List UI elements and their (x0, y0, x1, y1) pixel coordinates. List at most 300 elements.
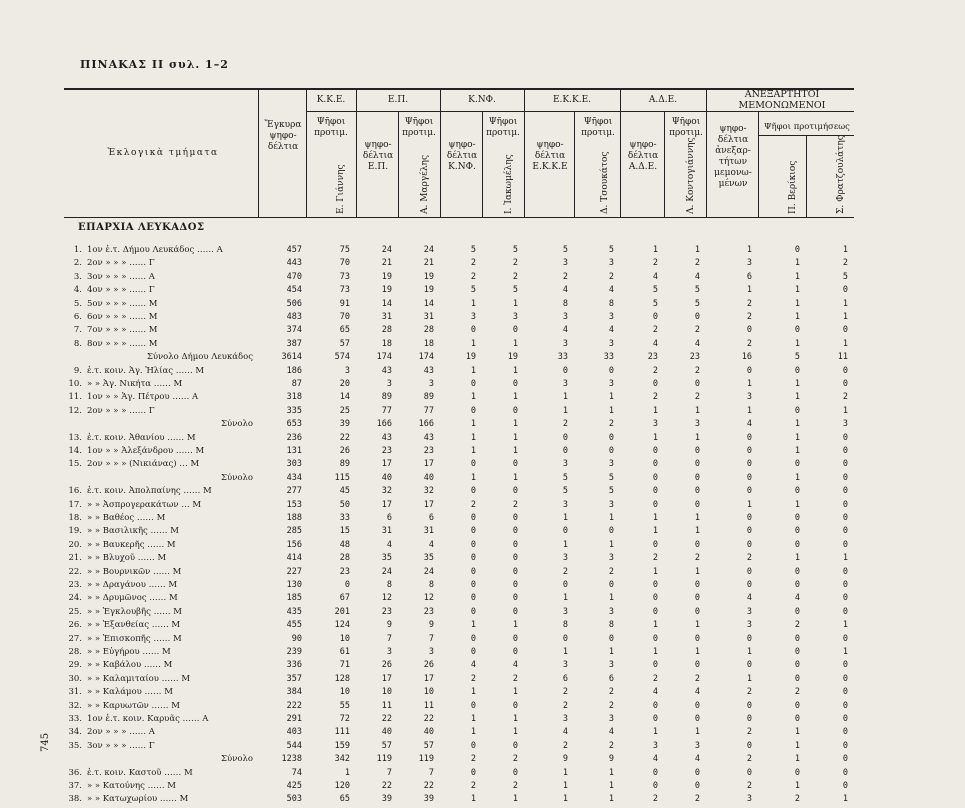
row-value: 5 (512, 285, 518, 296)
page-title: ΠΙΝΑΚΑΣ ΙΙ συλ. 1–2 (80, 58, 229, 71)
row-value: 19 (381, 285, 392, 296)
table-row (0, 700, 965, 712)
header-cand-ind1: Π. Βερίκιος (788, 160, 798, 214)
row-value: 0 (794, 526, 800, 537)
row-value: 1 (694, 727, 700, 738)
table-row (0, 445, 965, 457)
row-value: 1 (470, 446, 476, 456)
row-value: 1 (562, 593, 568, 604)
row-value: 1 (694, 526, 700, 537)
row-value: 0 (842, 714, 848, 724)
table-row (0, 311, 965, 323)
row-value: 1 (344, 767, 350, 778)
row-value: 23 (339, 566, 350, 577)
row-value: 0 (512, 553, 518, 564)
row-index: 16. (68, 486, 82, 497)
row-value: 3 (562, 606, 568, 617)
row-label: » » Ἐξανθείας …… Μ (87, 620, 181, 631)
row-value: 1 (562, 539, 568, 550)
row-value: 1 (608, 539, 614, 550)
row-value: 24 (423, 566, 434, 577)
row-value: 4 (608, 285, 614, 296)
row-value: 1 (512, 419, 518, 430)
row-value: 1 (562, 405, 568, 416)
table-row (0, 432, 965, 444)
header-pref-ade: Ψῆφοι προτιμ. (669, 117, 703, 138)
row-value: 0 (512, 539, 518, 550)
row-value: 2 (746, 781, 752, 791)
row-value: 0 (512, 593, 518, 604)
row-value: 1 (608, 767, 614, 778)
row-value: 0 (694, 486, 700, 497)
row-index: 7. (73, 325, 82, 336)
row-value: 455 (286, 620, 302, 631)
row-value: 61 (339, 647, 350, 657)
row-value: 8 (608, 298, 614, 309)
row-index: 34. (68, 727, 82, 738)
row-index: 20. (68, 539, 82, 550)
row-value: 2 (512, 499, 518, 510)
row-value: 0 (470, 325, 476, 336)
row-value: 119 (418, 754, 434, 765)
row-value: 1 (794, 419, 800, 430)
row-value: 1 (470, 620, 476, 631)
row-value: 0 (470, 633, 476, 644)
row-value: 8 (562, 298, 568, 309)
row-value: 1 (512, 620, 518, 631)
row-value: 1 (694, 432, 700, 443)
row-value: 2 (512, 673, 518, 684)
row-value: 4 (746, 419, 752, 430)
row-value: 28 (381, 325, 392, 336)
row-value: 4 (694, 271, 700, 282)
row-value: 0 (842, 754, 848, 765)
row-value: 0 (608, 432, 614, 443)
row-value: 4 (386, 539, 392, 550)
row-value: 2 (470, 754, 476, 765)
row-value: 3 (608, 660, 614, 671)
row-value: 3 (608, 606, 614, 617)
row-value: 74 (291, 767, 302, 778)
row-value: 0 (842, 379, 848, 389)
row-value: 3 (694, 740, 700, 751)
row-value: 1 (794, 379, 800, 389)
row-value: 4 (562, 727, 568, 738)
table-row (0, 405, 965, 417)
row-value: 23 (689, 352, 700, 363)
row-value: 0 (794, 673, 800, 684)
row-value: 0 (694, 593, 700, 604)
row-value: 25 (339, 405, 350, 416)
row-value: 1 (746, 405, 752, 416)
row-value: 0 (652, 446, 658, 456)
row-value: 1 (746, 499, 752, 510)
row-value: 130 (286, 580, 302, 590)
row-value: 5 (608, 472, 614, 483)
row-value: 0 (512, 459, 518, 470)
row-value: 57 (339, 338, 350, 349)
row-value: 0 (470, 606, 476, 617)
row-value: 23 (647, 352, 658, 363)
row-value: 2 (694, 392, 700, 403)
row-value: 1 (694, 513, 700, 523)
row-value: 1 (608, 593, 614, 604)
row-index: 12. (68, 405, 82, 416)
row-value: 1 (512, 727, 518, 738)
row-value: 0 (794, 365, 800, 376)
row-value: 2 (608, 700, 614, 711)
row-value: 0 (746, 459, 752, 470)
row-value: 0 (470, 553, 476, 564)
row-value: 0 (746, 325, 752, 336)
header-ballots-ade: ψηφο-δέλτια Α.Δ.Ε. (627, 140, 659, 172)
row-index: 10. (68, 379, 82, 389)
row-value: 40 (381, 727, 392, 738)
row-label: » » Βλυχοῦ …… Μ (87, 553, 167, 564)
row-value: 0 (794, 245, 800, 255)
row-value: 57 (381, 740, 392, 751)
row-value: 3 (562, 714, 568, 724)
row-value: 1 (470, 419, 476, 430)
row-value: 0 (470, 459, 476, 470)
row-value: 2 (608, 271, 614, 282)
row-label: 5ον » » » …… Μ (87, 298, 158, 309)
row-value: 2 (694, 325, 700, 336)
row-value: 1 (794, 727, 800, 738)
row-value: 40 (423, 727, 434, 738)
row-index: 29. (68, 660, 82, 671)
row-value: 3 (746, 620, 752, 631)
row-value: 0 (652, 312, 658, 322)
table-row (0, 767, 965, 779)
row-value: 1 (608, 405, 614, 416)
row-index: 28. (68, 647, 82, 657)
row-value: 19 (381, 271, 392, 282)
table-row (0, 512, 965, 524)
row-value: 0 (746, 740, 752, 751)
row-value: 0 (694, 714, 700, 724)
row-value: 2 (652, 673, 658, 684)
row-value: 0 (652, 781, 658, 791)
row-value: 90 (291, 633, 302, 644)
row-index: 33. (68, 714, 82, 724)
row-value: 3614 (281, 352, 302, 363)
row-value: 1 (746, 245, 752, 255)
row-value: 1 (512, 298, 518, 309)
row-index: 35. (68, 740, 82, 751)
row-value: 185 (286, 593, 302, 604)
row-value: 454 (286, 285, 302, 296)
header-pref-indep: Ψῆφοι προτιμήσεως (764, 122, 850, 132)
row-value: 67 (339, 593, 350, 604)
row-value: 12 (381, 593, 392, 604)
row-value: 72 (339, 714, 350, 724)
table-row (0, 391, 965, 403)
row-value: 0 (470, 647, 476, 657)
row-label: » » Ἐπισκοπῆς …… Μ (87, 633, 182, 644)
row-value: 6 (428, 513, 434, 523)
row-value: 3 (746, 606, 752, 617)
row-value: 1 (842, 647, 848, 657)
row-value: 0 (562, 446, 568, 456)
row-value: 2 (694, 365, 700, 376)
row-label: » » Ἐγκλουβῆς …… Μ (87, 606, 182, 617)
row-value: 0 (562, 526, 568, 537)
row-value: 0 (842, 673, 848, 684)
row-value: 0 (470, 379, 476, 389)
row-value: 91 (339, 298, 350, 309)
row-value: 0 (842, 499, 848, 510)
table-row (0, 619, 965, 631)
page-number: 745 (40, 732, 51, 752)
row-value: 3 (562, 660, 568, 671)
row-value: 285 (286, 526, 302, 537)
row-index: 37. (68, 781, 82, 791)
row-value: 0 (746, 365, 752, 376)
row-value: 0 (746, 767, 752, 778)
row-value: 2 (652, 392, 658, 403)
row-value: 1 (694, 405, 700, 416)
row-value: 65 (339, 325, 350, 336)
row-value: 0 (694, 767, 700, 778)
row-value: 222 (286, 700, 302, 711)
row-value: 0 (842, 633, 848, 644)
row-value: 4 (652, 338, 658, 349)
row-value: 0 (694, 539, 700, 550)
row-value: 318 (286, 392, 302, 403)
row-value: 9 (428, 620, 434, 631)
row-value: 1 (470, 365, 476, 376)
row-value: 387 (286, 338, 302, 349)
row-value: 1 (694, 566, 700, 577)
row-value: 11 (423, 700, 434, 711)
row-value: 5 (652, 298, 658, 309)
row-value: 20 (339, 379, 350, 389)
row-value: 0 (608, 633, 614, 644)
row-value: 0 (842, 687, 848, 698)
row-value: 89 (423, 392, 434, 403)
row-value: 0 (746, 660, 752, 671)
row-label: Σύνολο Δήμου Λευκάδος (146, 352, 253, 363)
row-value: 0 (694, 459, 700, 470)
row-value: 1 (842, 405, 848, 416)
row-label: » » Βαυκερῆς …… Μ (87, 539, 176, 550)
table-row (0, 338, 965, 350)
table-row (0, 780, 965, 792)
header-party-knf: Κ.ΝΦ. (468, 95, 496, 105)
row-value: 0 (794, 566, 800, 577)
row-value: 3 (694, 419, 700, 430)
row-value: 0 (794, 325, 800, 336)
row-value: 1 (512, 687, 518, 698)
row-value: 0 (470, 700, 476, 711)
row-value: 1 (842, 298, 848, 309)
row-value: 342 (334, 754, 350, 765)
row-value: 0 (512, 405, 518, 416)
row-value: 1 (470, 432, 476, 443)
row-value: 0 (694, 580, 700, 590)
row-index: 24. (68, 593, 82, 604)
row-label: 4ον » » » …… Γ (87, 285, 155, 296)
row-value: 22 (423, 714, 434, 724)
row-value: 1 (512, 392, 518, 403)
row-value: 0 (746, 432, 752, 443)
row-value: 8 (386, 580, 392, 590)
table-total-row (0, 472, 965, 484)
row-value: 43 (381, 365, 392, 376)
row-value: 35 (423, 553, 434, 564)
row-index: 23. (68, 580, 82, 590)
row-value: 3 (608, 312, 614, 322)
row-value: 159 (334, 740, 350, 751)
row-value: 21 (381, 258, 392, 269)
row-value: 17 (423, 459, 434, 470)
row-value: 24 (423, 245, 434, 255)
table-row (0, 592, 965, 604)
header-ballots-indep: ψηφο-δέλτια ἀνεξαρ-τήτων μεμονω-μένων (714, 124, 752, 189)
row-value: 4 (512, 660, 518, 671)
row-value: 8 (608, 620, 614, 631)
header-party-indep: ΑΝΕΞΑΡΤΗΤΟΙ ΜΕΜΟΝΩΜΕΝΟΙ (738, 89, 826, 111)
row-value: 336 (286, 660, 302, 671)
row-value: 2 (842, 392, 848, 403)
row-label: » » Ἀσπρογερακάτων … Μ (87, 499, 202, 510)
row-value: 23 (423, 606, 434, 617)
row-value: 77 (423, 405, 434, 416)
row-value: 2 (652, 794, 658, 805)
row-index: 18. (68, 513, 82, 523)
table-row (0, 499, 965, 511)
row-value: 1 (512, 365, 518, 376)
row-value: 3 (428, 379, 434, 389)
header-party-kke: Κ.Κ.Ε. (316, 95, 346, 105)
row-value: 24 (381, 245, 392, 255)
row-value: 22 (423, 781, 434, 791)
row-value: 17 (423, 499, 434, 510)
row-value: 0 (512, 647, 518, 657)
row-value: 3 (608, 379, 614, 389)
header-cand-ade: Λ. Κοντογιάννης (686, 137, 696, 214)
row-value: 186 (286, 365, 302, 376)
row-value: 0 (470, 566, 476, 577)
row-value: 10 (339, 687, 350, 698)
row-value: 434 (286, 472, 302, 483)
row-value: 1 (470, 714, 476, 724)
row-value: 1 (794, 392, 800, 403)
row-value: 0 (562, 580, 568, 590)
row-value: 0 (694, 379, 700, 389)
row-value: 403 (286, 727, 302, 738)
row-label: » » Δραγάνου …… Μ (87, 580, 178, 590)
row-value: 0 (842, 365, 848, 376)
row-value: 3 (608, 553, 614, 564)
row-value: 0 (512, 486, 518, 497)
row-value: 120 (334, 781, 350, 791)
row-value: 5 (562, 486, 568, 497)
header-party-ep: Ε.Π. (387, 95, 409, 105)
row-value: 33 (557, 352, 568, 363)
row-value: 0 (512, 566, 518, 577)
row-value: 4 (652, 754, 658, 765)
row-value: 1 (842, 245, 848, 255)
row-value: 1 (652, 513, 658, 523)
row-index: 1. (73, 245, 82, 255)
row-value: 0 (470, 539, 476, 550)
row-value: 0 (608, 580, 614, 590)
row-value: 3 (608, 338, 614, 349)
row-value: 0 (512, 325, 518, 336)
row-value: 2 (562, 566, 568, 577)
row-value: 357 (286, 673, 302, 684)
row-value: 0 (746, 486, 752, 497)
row-value: 0 (470, 526, 476, 537)
row-value: 2 (746, 754, 752, 765)
row-value: 0 (652, 714, 658, 724)
row-value: 653 (286, 419, 302, 430)
row-value: 1 (652, 245, 658, 255)
row-value: 0 (512, 633, 518, 644)
row-value: 26 (423, 660, 434, 671)
row-value: 0 (562, 633, 568, 644)
row-value: 1 (794, 432, 800, 443)
row-value: 32 (381, 486, 392, 497)
row-label: Σύνολο (221, 419, 253, 430)
row-value: 4 (694, 338, 700, 349)
row-value: 0 (470, 593, 476, 604)
row-value: 425 (286, 781, 302, 791)
header-ballots-knf: ψηφο-δέλτια Κ.ΝΦ. (446, 140, 478, 172)
row-value: 2 (652, 258, 658, 269)
row-value: 31 (381, 526, 392, 537)
row-value: 0 (344, 580, 350, 590)
row-value: 1 (652, 727, 658, 738)
row-value: 1 (842, 794, 848, 805)
row-value: 0 (694, 446, 700, 456)
row-value: 1 (608, 647, 614, 657)
row-value: 503 (286, 794, 302, 805)
row-value: 2 (746, 727, 752, 738)
header-ballots-ekke: ψηφο-δέλτια Ε.Κ.Κ.Ε (532, 140, 568, 172)
row-value: 75 (339, 245, 350, 255)
row-value: 1238 (281, 754, 302, 765)
row-value: 1 (694, 620, 700, 631)
row-value: 0 (470, 580, 476, 590)
row-value: 5 (694, 285, 700, 296)
row-value: 31 (423, 312, 434, 322)
row-value: 0 (842, 325, 848, 336)
row-value: 9 (386, 620, 392, 631)
row-value: 0 (746, 446, 752, 456)
row-value: 17 (381, 459, 392, 470)
row-value: 1 (512, 794, 518, 805)
table-row (0, 458, 965, 470)
row-value: 1 (652, 405, 658, 416)
row-value: 55 (339, 700, 350, 711)
row-value: 1 (652, 526, 658, 537)
row-value: 3 (386, 379, 392, 389)
table-row (0, 740, 965, 752)
row-value: 0 (794, 767, 800, 778)
row-value: 3 (562, 258, 568, 269)
row-value: 0 (562, 432, 568, 443)
row-value: 6 (386, 513, 392, 523)
row-value: 1 (694, 245, 700, 255)
row-value: 2 (794, 794, 800, 805)
row-value: 1 (608, 392, 614, 403)
row-value: 0 (842, 446, 848, 456)
row-value: 3 (608, 499, 614, 510)
header-pref-kke: Ψῆφοι προτιμ. (314, 117, 348, 138)
